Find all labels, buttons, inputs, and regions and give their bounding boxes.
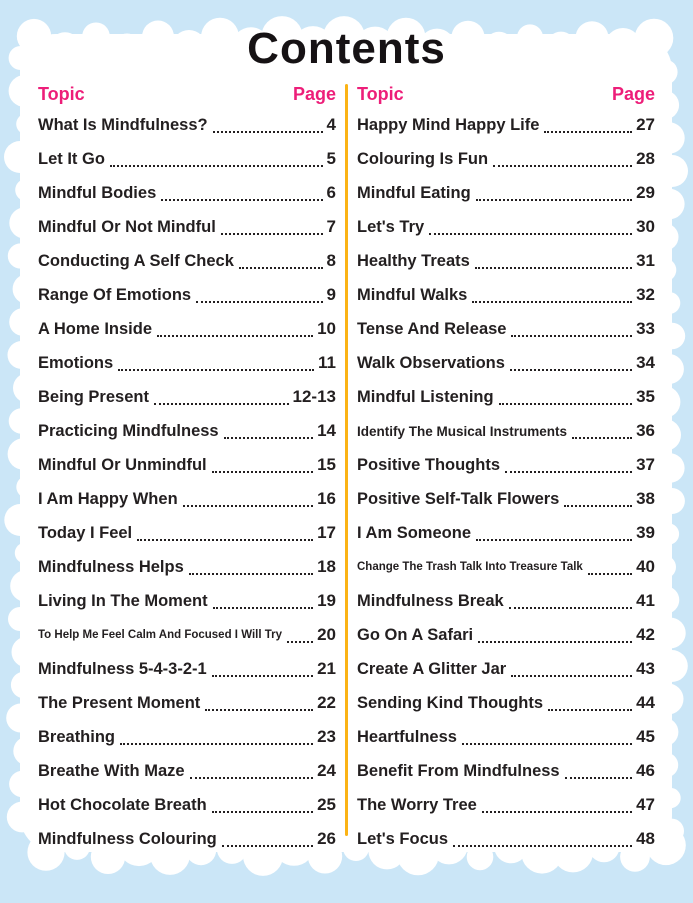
- toc-entry: [38, 346, 336, 380]
- toc-entry: [38, 652, 336, 686]
- dotted-leader: [511, 335, 632, 337]
- toc-entry-topic: Heartfulness: [357, 727, 457, 746]
- toc-entry: [357, 720, 655, 754]
- dotted-leader: [239, 267, 323, 269]
- toc-entry: [357, 108, 655, 142]
- toc-entry-page: 22: [317, 693, 336, 712]
- dotted-leader: [212, 471, 313, 473]
- toc-entry-page: 34: [636, 353, 655, 372]
- toc-entry-page: 39: [636, 523, 655, 542]
- toc-entry: [357, 346, 655, 380]
- toc-entry: [38, 414, 336, 448]
- toc-entry-page: 46: [636, 761, 655, 780]
- toc-entry-page: 29: [636, 183, 655, 202]
- dotted-leader: [161, 199, 322, 201]
- dotted-leader: [476, 199, 632, 201]
- toc-entry-topic: Positive Self-Talk Flowers: [357, 489, 560, 508]
- toc-entry: [357, 754, 655, 788]
- toc-entry-page: 20: [317, 625, 336, 644]
- toc-entry-topic: Mindfulness 5-4-3-2-1: [38, 659, 207, 678]
- toc-entry-page: 8: [326, 251, 336, 270]
- toc-entry-page: 47: [636, 795, 655, 814]
- dotted-leader: [462, 743, 632, 745]
- toc-entry-page: 12-13: [292, 387, 336, 406]
- toc-entry-page: 35: [636, 387, 655, 406]
- toc-entry-page: 10: [317, 319, 336, 338]
- toc-entry-topic: A Home Inside: [38, 319, 152, 338]
- dotted-leader: [120, 743, 313, 745]
- dotted-leader: [493, 165, 632, 167]
- toc-column-left: [38, 84, 336, 856]
- toc-entry-topic: Mindful Eating: [357, 183, 471, 202]
- toc-entry-topic: Mindfulness Helps: [38, 557, 184, 576]
- toc-entries-left: [38, 108, 336, 856]
- dotted-leader: [213, 607, 314, 609]
- toc-entry-topic: To Help Me Feel Calm And Focused I Will Try: [38, 629, 282, 641]
- toc-entry-topic: Create A Glitter Jar: [357, 659, 507, 678]
- toc-entry: [357, 482, 655, 516]
- toc-entry: [38, 380, 336, 414]
- toc-entry-page: 41: [636, 591, 655, 610]
- toc-entry: [357, 652, 655, 686]
- page-title: Contents: [247, 24, 446, 73]
- dotted-leader: [221, 233, 323, 235]
- toc-entry-topic: Conducting A Self Check: [38, 251, 234, 270]
- toc-entry-topic: Breathing: [38, 727, 116, 746]
- dotted-leader: [287, 641, 313, 643]
- toc-entry-page: 16: [317, 489, 336, 508]
- toc-entry: [38, 142, 336, 176]
- toc-entry-page: 36: [636, 421, 655, 440]
- toc-entry: [357, 618, 655, 652]
- toc-entry-page: 4: [326, 115, 336, 134]
- toc-entry-page: 31: [636, 251, 655, 270]
- toc-column-right: [357, 84, 655, 856]
- dotted-leader: [472, 301, 632, 303]
- toc-entry-topic: Go On A Safari: [357, 625, 474, 644]
- toc-entry-topic: I Am Someone: [357, 523, 471, 542]
- dotted-leader: [565, 777, 632, 779]
- toc-entry: [357, 176, 655, 210]
- toc-entry-topic: Hot Chocolate Breath: [38, 795, 207, 814]
- toc-entry-page: 42: [636, 625, 655, 644]
- toc-entry-topic: The Present Moment: [38, 693, 201, 712]
- dotted-leader: [499, 403, 633, 405]
- dotted-leader: [137, 539, 313, 541]
- column-header: [357, 84, 655, 108]
- toc-entry-page: 24: [317, 761, 336, 780]
- toc-entry: [38, 754, 336, 788]
- toc-entry-topic: Emotions: [38, 353, 114, 372]
- toc-entry-page: 5: [326, 149, 336, 168]
- toc-entry-topic: Identify The Musical Instruments: [357, 423, 568, 439]
- toc-entry: [357, 278, 655, 312]
- toc-entry-topic: Happy Mind Happy Life: [357, 115, 540, 134]
- toc-entry-topic: Healthy Treats: [357, 251, 470, 270]
- toc-entry-topic: The Worry Tree: [357, 795, 477, 814]
- dotted-leader: [544, 131, 632, 133]
- dotted-leader: [505, 471, 632, 473]
- toc-entry-page: 44: [636, 693, 655, 712]
- toc-entry-page: 11: [318, 353, 336, 372]
- dotted-leader: [190, 777, 314, 779]
- toc-entry: [38, 550, 336, 584]
- toc-entry-page: 19: [317, 591, 336, 610]
- dotted-leader: [154, 403, 289, 405]
- toc-entry-page: 48: [636, 829, 655, 848]
- toc-entry-page: 18: [317, 557, 336, 576]
- toc-entry: [38, 720, 336, 754]
- toc-entry: [38, 108, 336, 142]
- dotted-leader: [222, 845, 313, 847]
- dotted-leader: [482, 811, 632, 813]
- toc-entry-page: 33: [636, 319, 655, 338]
- toc-entry-topic: Positive Thoughts: [357, 455, 501, 474]
- dotted-leader: [548, 709, 632, 711]
- toc-entry-topic: Mindfulness Colouring: [38, 829, 217, 848]
- toc-entry-topic: Mindful Listening: [357, 387, 494, 406]
- toc-entry-topic: Let's Try: [357, 217, 425, 236]
- toc-entry: [38, 176, 336, 210]
- dotted-leader: [453, 845, 632, 847]
- toc-entry-topic: I Am Happy When: [38, 489, 178, 508]
- toc-entry: [38, 448, 336, 482]
- toc-entry-topic: Sending Kind Thoughts: [357, 693, 544, 712]
- toc-entry-topic: Let It Go: [38, 149, 105, 168]
- toc-entry-topic: Today I Feel: [38, 523, 133, 542]
- toc-entry: [357, 584, 655, 618]
- column-header: [38, 84, 336, 108]
- toc-entry: [38, 788, 336, 822]
- toc-entry-topic: Benefit From Mindfulness: [357, 761, 560, 780]
- toc-entry-page: 23: [317, 727, 336, 746]
- dotted-leader: [429, 233, 632, 235]
- toc-entry-topic: Mindfulness Break: [357, 591, 504, 610]
- toc-entry-topic: Living In The Moment: [38, 591, 208, 610]
- dotted-leader: [183, 505, 313, 507]
- toc-entry: [38, 210, 336, 244]
- toc-entry-page: 27: [636, 115, 655, 134]
- toc-entry: [357, 414, 655, 448]
- toc-entry-page: 21: [317, 659, 336, 678]
- toc-entry: [357, 822, 655, 856]
- toc-entry-page: 26: [317, 829, 336, 848]
- dotted-leader: [511, 675, 632, 677]
- dotted-leader: [509, 607, 632, 609]
- toc-entry: [357, 142, 655, 176]
- toc-entry-topic: Range Of Emotions: [38, 285, 192, 304]
- dotted-leader: [224, 437, 313, 439]
- toc-entry-topic: Mindful Walks: [357, 285, 468, 304]
- toc-entry-page: 30: [636, 217, 655, 236]
- toc-entry-topic: What Is Mindfulness?: [38, 115, 208, 134]
- dotted-leader: [212, 811, 313, 813]
- toc-entry: [357, 380, 655, 414]
- toc-entry: [357, 312, 655, 346]
- toc-entry-topic: Breathe With Maze: [38, 761, 185, 780]
- dotted-leader: [110, 165, 323, 167]
- toc-entry: [38, 244, 336, 278]
- toc-entry-topic: Practicing Mindfulness: [38, 421, 219, 440]
- dotted-leader: [475, 267, 632, 269]
- toc-entry-page: 14: [317, 421, 336, 440]
- toc-entry: [38, 584, 336, 618]
- page-header: Page: [292, 84, 336, 104]
- toc-entry-page: 40: [636, 557, 655, 576]
- toc-entry-topic: Tense And Release: [357, 319, 507, 338]
- toc-entry-topic: Walk Observations: [357, 353, 505, 372]
- toc-entry: [357, 788, 655, 822]
- toc-entry-page: 25: [317, 795, 336, 814]
- dotted-leader: [213, 131, 323, 133]
- toc-columns: [38, 84, 655, 856]
- toc-entry-page: 17: [317, 523, 336, 542]
- dotted-leader: [196, 301, 322, 303]
- toc-entry: [38, 686, 336, 720]
- dotted-leader: [157, 335, 313, 337]
- toc-entry: [38, 516, 336, 550]
- toc-entry: [38, 482, 336, 516]
- dotted-leader: [212, 675, 313, 677]
- toc-entry-topic: Change The Trash Talk Into Treasure Talk: [357, 561, 583, 573]
- toc-entry-page: 15: [317, 455, 336, 474]
- toc-entry-page: 7: [326, 217, 336, 236]
- toc-entry-topic: Colouring Is Fun: [357, 149, 489, 168]
- toc-entry-page: 38: [636, 489, 655, 508]
- dotted-leader: [588, 573, 632, 575]
- dotted-leader: [476, 539, 632, 541]
- toc-entry-page: 9: [326, 285, 336, 304]
- toc-entry: [357, 686, 655, 720]
- toc-entry: [357, 244, 655, 278]
- column-divider: [345, 84, 348, 836]
- toc-entry-page: 28: [636, 149, 655, 168]
- dotted-leader: [478, 641, 632, 643]
- toc-entry-topic: Let's Focus: [357, 829, 449, 848]
- toc-entry: [38, 312, 336, 346]
- toc-entry-topic: Mindful Or Not Mindful: [38, 217, 216, 236]
- page-header: Page: [611, 84, 655, 104]
- dotted-leader: [205, 709, 313, 711]
- toc-entry-topic: Mindful Or Unmindful: [38, 455, 207, 474]
- toc-entry-page: 43: [636, 659, 655, 678]
- toc-entry-page: 32: [636, 285, 655, 304]
- dotted-leader: [510, 369, 632, 371]
- dotted-leader: [572, 437, 632, 439]
- toc-entry: [38, 822, 336, 856]
- toc-entry-page: 45: [636, 727, 655, 746]
- toc-entry: [357, 516, 655, 550]
- toc-entry: [38, 278, 336, 312]
- toc-entries-right: [357, 108, 655, 856]
- toc-entry: [357, 448, 655, 482]
- dotted-leader: [564, 505, 632, 507]
- toc-entry: [357, 550, 655, 584]
- toc-entry-topic: Mindful Bodies: [38, 183, 157, 202]
- toc-entry-topic: Being Present: [38, 387, 149, 406]
- topic-header: Topic: [38, 84, 85, 104]
- dotted-leader: [118, 369, 314, 371]
- dotted-leader: [189, 573, 313, 575]
- toc-entry: [357, 210, 655, 244]
- topic-header: Topic: [357, 84, 404, 104]
- toc-entry: [38, 618, 336, 652]
- toc-entry-page: 6: [326, 183, 336, 202]
- toc-content: [38, 24, 655, 856]
- toc-entry-page: 37: [636, 455, 655, 474]
